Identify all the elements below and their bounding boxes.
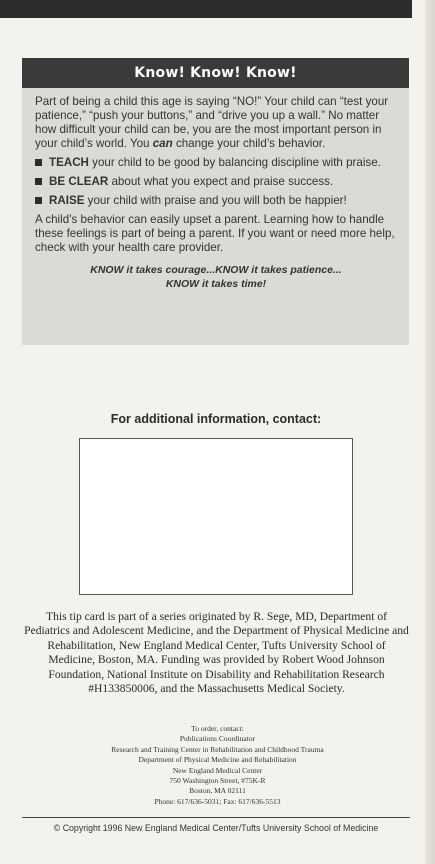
- footer-divider: [22, 817, 410, 818]
- intro-emphasis: can: [152, 137, 173, 150]
- intro-text-end: change your child’s behavior.: [172, 137, 326, 150]
- order-line: Publications Coordinator: [179, 734, 256, 744]
- bullet-square-icon: [35, 159, 42, 166]
- know-body: [22, 88, 409, 291]
- bullet-square-icon: [35, 197, 42, 204]
- top-bar: [0, 0, 412, 18]
- order-line: 750 Washington Street, #75K-R: [169, 776, 266, 786]
- intro-text-start: Part of being a child this age is saying “NO!” Your child can “test your patience,” “push your buttons,” and “drive you up a wall.” No matter how difficult your child can be, you are the most important person in your child’s world. You: [35, 95, 389, 150]
- bullet-keyword: TEACH: [49, 156, 89, 169]
- contact-box: [79, 438, 353, 595]
- bullet-description: your child with praise and you will both be happier!: [84, 194, 347, 207]
- copyright: © Copyright 1996 New England Medical Center/Tufts University School of Medicine: [53, 823, 379, 833]
- order-line: Research and Training Center in Rehabilitation and Childhood Trauma: [111, 744, 324, 754]
- motto: [35, 263, 397, 291]
- order-line: Boston, MA 02111: [189, 786, 246, 796]
- know-section: [22, 58, 409, 345]
- bullet-description: about what you expect and praise success.: [108, 175, 334, 188]
- bullet-keyword: BE CLEAR: [49, 175, 109, 188]
- order-line: Department of Physical Medicine and Rehabilitation: [138, 755, 297, 765]
- order-line: To order, contact:: [191, 724, 244, 733]
- bullet-text: [49, 175, 333, 189]
- bullet-be-clear: [35, 175, 397, 189]
- closing-paragraph: A child’s behavior can easily upset a parent. Learning how to handle these feelings is part of being a parent. If you want or need more help, check with your health care provider.: [35, 213, 395, 254]
- order-line: New England Medical Center: [172, 765, 263, 775]
- order-info: [40, 724, 395, 807]
- bullet-text: [49, 156, 381, 170]
- contact-title: For additional information, contact:: [110, 412, 322, 426]
- series-description: This tip card is part of a series originated by R. Sege, MD, Department of Pediatrics and Adolescent Medicine, and the Department of Physical Medicine and Rehabilitation, New England Medical Center, Tufts University School of Medicine, Boston, MA. Funding was provided by Robert Wood Johnson Foundation, National Institute on Disability and Rehabilitation Research #H133850006, and the Massachusetts Medical Society.: [24, 610, 409, 696]
- bullet-raise: [35, 194, 397, 208]
- bullet-teach: [35, 156, 397, 170]
- bullet-description: your child to be good by balancing discipline with praise.: [88, 156, 381, 169]
- motto-line-1: KNOW it takes courage...KNOW it takes patience...: [90, 264, 342, 276]
- bullet-text: [49, 194, 347, 208]
- bullet-square-icon: [35, 178, 42, 185]
- motto-line-2: KNOW it takes time!: [165, 278, 267, 290]
- intro-paragraph: [35, 95, 397, 151]
- know-header: Know! Know! Know!: [22, 58, 409, 88]
- order-line: Phone: 617/636-5031; Fax: 617/636-5513: [154, 796, 281, 806]
- bullet-keyword: RAISE: [49, 194, 85, 207]
- page-edge: [425, 0, 435, 864]
